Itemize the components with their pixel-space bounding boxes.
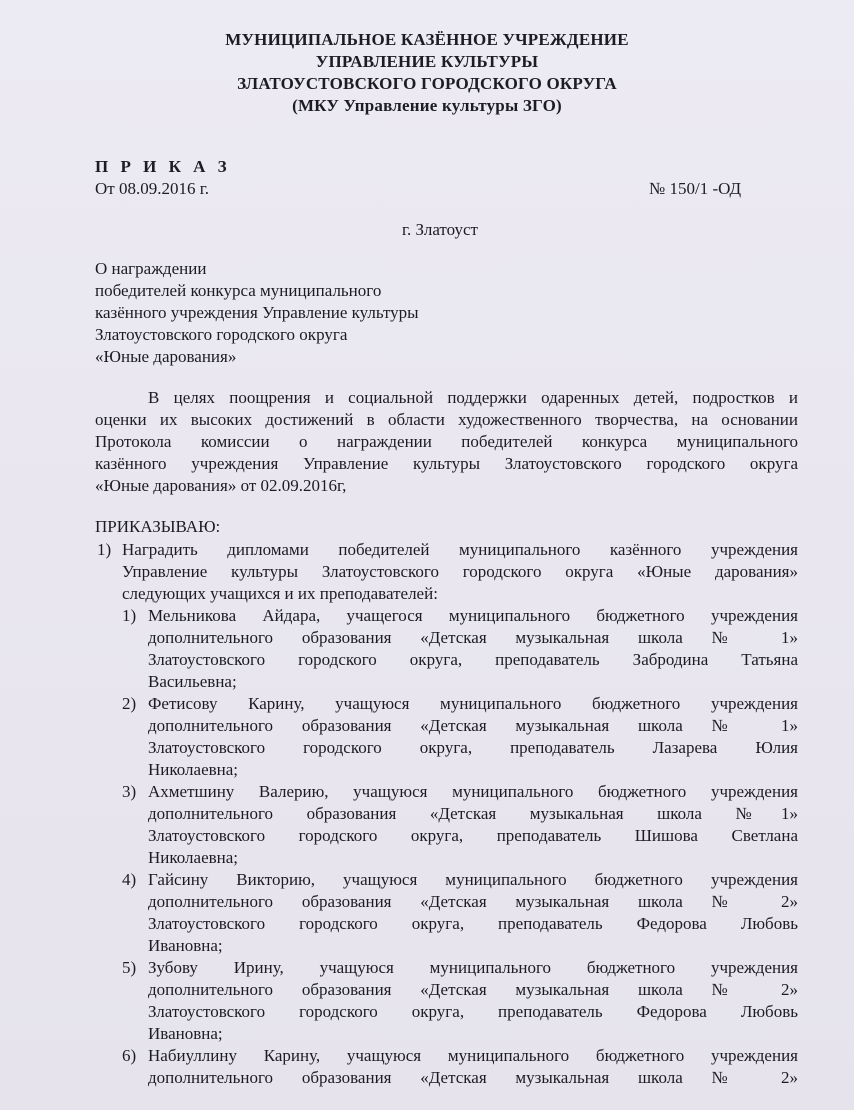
order-city: г. Златоуст — [402, 220, 478, 239]
subitem-line: дополнительного образования «Детская музыкальная школа № 1» — [148, 716, 798, 735]
subitem-number: 4) — [122, 870, 137, 889]
subitem-number: 5) — [122, 958, 137, 977]
subitem-line: Николаевна; — [148, 848, 239, 867]
header-org-line3: ЗЛАТОУСТОВСКОГО ГОРОДСКОГО ОКРУГА — [237, 74, 617, 93]
subitem-number: 1) — [122, 606, 137, 625]
subitem-line: Зубову Ирину, учащуюся муниципального бюджетного учреждения — [148, 958, 798, 977]
subitem-line: Ивановна; — [148, 1024, 223, 1043]
subitem-line: Мельникова Айдара, учащегося муниципального бюджетного учреждения — [148, 606, 798, 625]
subitem-line: Гайсину Викторию, учащуюся муниципального бюджетного учреждения — [148, 870, 798, 889]
subitem-line: дополнительного образования «Детская музыкальная школа № 2» — [148, 1068, 798, 1087]
subitem-line: Златоустовского городского округа, преподаватель Забродина Татьяна — [148, 650, 798, 669]
subitem-line: Златоустовского городского округа, преподаватель Лазарева Юлия — [148, 738, 798, 757]
item-line: Управление культуры Златоустовского городского округа «Юные дарования» — [122, 562, 798, 581]
subitem-line: Ахметшину Валерию, учащуюся муниципального бюджетного учреждения — [148, 782, 798, 801]
subitem-line: Фетисову Карину, учащуюся муниципального бюджетного учреждения — [148, 694, 798, 713]
order-date: От 08.09.2016 г. — [95, 179, 210, 198]
subitem-number: 6) — [122, 1046, 137, 1065]
subitem-number: 3) — [122, 782, 137, 801]
item-line: следующих учащихся и их преподавателей: — [122, 584, 438, 603]
decree-word: ПРИКАЗЫВАЮ: — [95, 517, 221, 536]
header-org-short: (МКУ Управление культуры ЗГО) — [292, 96, 562, 115]
subitem-line: дополнительного образования «Детская музыкальная школа № 2» — [148, 892, 798, 911]
preamble-line: оценки их высоких достижений в области художественного творчества, на основании — [95, 410, 798, 429]
preamble-line: В целях поощрения и социальной поддержки одаренных детей, подростков и — [148, 388, 798, 407]
subitem-line: Златоустовского городского округа, преподаватель Шишова Светлана — [148, 826, 798, 845]
order-title: П Р И К А З — [95, 157, 231, 176]
order-number: № 150/1 -ОД — [649, 179, 742, 198]
preamble-line: Протокола комиссии о награждении победителей конкурса муниципального — [95, 432, 798, 451]
preamble-line: казённого учреждения Управление культуры Златоустовского городского округа — [95, 454, 798, 473]
subitem-line: Николаевна; — [148, 760, 239, 779]
subitem-line: дополнительного образования «Детская музыкальная школа №1» — [148, 804, 798, 823]
subitem-line: дополнительного образования «Детская музыкальная школа № 2» — [148, 980, 798, 999]
header-org-line1: МУНИЦИПАЛЬНОЕ КАЗЁННОЕ УЧРЕЖДЕНИЕ — [225, 30, 629, 49]
subitem-number: 2) — [122, 694, 137, 713]
subject-line: казённого учреждения Управление культуры — [95, 303, 419, 322]
subject-line: О награждении — [95, 259, 207, 278]
item-line: Наградить дипломами победителей муниципального казённого учреждения — [122, 540, 798, 559]
header-org-line2: УПРАВЛЕНИЕ КУЛЬТУРЫ — [315, 52, 539, 71]
subitem-line: Васильевна; — [148, 672, 237, 691]
subitem-line: дополнительного образования «Детская музыкальная школа № 1» — [148, 628, 798, 647]
subitem-line: Златоустовского городского округа, преподаватель Федорова Любовь — [148, 1002, 798, 1021]
item-number: 1) — [97, 540, 112, 559]
subitem-line: Набиуллину Карину, учащуюся муниципального бюджетного учреждения — [148, 1046, 798, 1065]
preamble-line: «Юные дарования» от 02.09.2016г, — [95, 476, 347, 495]
subject-line: победителей конкурса муниципального — [95, 281, 382, 300]
subject-line: «Юные дарования» — [95, 347, 237, 366]
subject-line: Златоустовского городского округа — [95, 325, 348, 344]
subitem-line: Ивановна; — [148, 936, 223, 955]
subitem-line: Златоустовского городского округа, преподаватель Федорова Любовь — [148, 914, 798, 933]
